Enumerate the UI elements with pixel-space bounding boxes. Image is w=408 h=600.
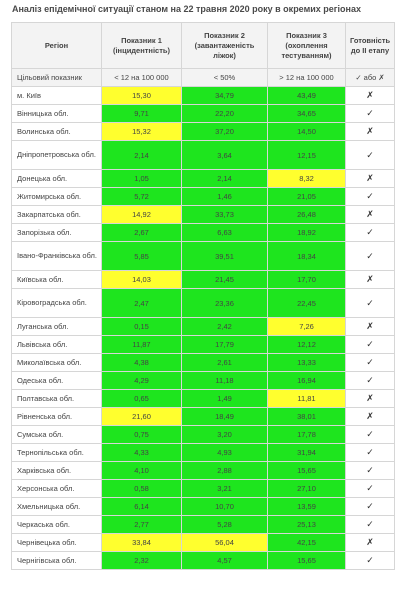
readiness-mark: ✓ xyxy=(346,105,395,123)
indicator-3-value: 7,26 xyxy=(268,318,346,336)
indicator-3-value: 25,13 xyxy=(268,516,346,534)
indicator-2-value: 1,49 xyxy=(182,390,268,408)
indicator-3-value: 17,78 xyxy=(268,426,346,444)
region-name: Черкаська обл. xyxy=(12,516,102,534)
readiness-mark: ✓ xyxy=(346,242,395,271)
region-name: Дніпропетровська обл. xyxy=(12,141,102,170)
indicator-1-value: 0,75 xyxy=(102,426,182,444)
indicator-2-value: 3,21 xyxy=(182,480,268,498)
region-name: Запорізька обл. xyxy=(12,224,102,242)
indicator-1-value: 4,33 xyxy=(102,444,182,462)
region-name: Полтавська обл. xyxy=(12,390,102,408)
header-indicator-3: Показник 3 (охоплення тестуванням) xyxy=(268,23,346,69)
region-name: Херсонська обл. xyxy=(12,480,102,498)
indicator-3-value: 11,81 xyxy=(268,390,346,408)
readiness-mark: ✓ xyxy=(346,224,395,242)
table-row xyxy=(12,444,395,462)
indicator-2-value: 2,42 xyxy=(182,318,268,336)
indicator-1-value: 9,71 xyxy=(102,105,182,123)
indicator-1-value: 21,60 xyxy=(102,408,182,426)
table-row xyxy=(12,372,395,390)
indicator-3-value: 34,65 xyxy=(268,105,346,123)
page-title: Аналіз епідемічної ситуації станом на 22 травня 2020 року в окремих регіонах xyxy=(12,4,361,14)
region-name: Львівська обл. xyxy=(12,336,102,354)
region-name: Івано-Франківська обл. xyxy=(12,242,102,271)
table-row xyxy=(12,408,395,426)
readiness-mark: ✗ xyxy=(346,170,395,188)
table-row xyxy=(12,141,395,170)
indicator-2-value: 22,20 xyxy=(182,105,268,123)
table-row xyxy=(12,123,395,141)
readiness-mark: ✓ xyxy=(346,498,395,516)
target-indicator-3: > 12 на 100 000 xyxy=(268,69,346,87)
header-region: Регіон xyxy=(12,23,102,69)
header-row xyxy=(12,23,395,69)
indicator-2-value: 2,14 xyxy=(182,170,268,188)
table-row xyxy=(12,390,395,408)
table-row xyxy=(12,480,395,498)
indicator-2-value: 6,63 xyxy=(182,224,268,242)
readiness-mark: ✓ xyxy=(346,426,395,444)
indicator-1-value: 1,05 xyxy=(102,170,182,188)
readiness-mark: ✓ xyxy=(346,462,395,480)
region-name: м. Київ xyxy=(12,87,102,105)
region-name: Чернігівська обл. xyxy=(12,552,102,570)
table-row xyxy=(12,188,395,206)
target-indicator-1: < 12 на 100 000 xyxy=(102,69,182,87)
indicator-1-value: 14,03 xyxy=(102,271,182,289)
indicator-2-value: 3,20 xyxy=(182,426,268,444)
table-row xyxy=(12,289,395,318)
indicator-3-value: 13,33 xyxy=(268,354,346,372)
indicator-3-value: 22,45 xyxy=(268,289,346,318)
indicator-1-value: 2,77 xyxy=(102,516,182,534)
epidemic-table xyxy=(11,22,395,570)
table-row xyxy=(12,87,395,105)
indicator-2-value: 34,79 xyxy=(182,87,268,105)
readiness-mark: ✓ xyxy=(346,336,395,354)
indicator-3-value: 16,94 xyxy=(268,372,346,390)
indicator-1-value: 2,14 xyxy=(102,141,182,170)
indicator-2-value: 39,51 xyxy=(182,242,268,271)
indicator-3-value: 26,48 xyxy=(268,206,346,224)
indicator-3-value: 8,32 xyxy=(268,170,346,188)
region-name: Вінницька обл. xyxy=(12,105,102,123)
indicator-3-value: 18,34 xyxy=(268,242,346,271)
readiness-mark: ✗ xyxy=(346,318,395,336)
indicator-3-value: 17,70 xyxy=(268,271,346,289)
indicator-3-value: 43,49 xyxy=(268,87,346,105)
indicator-2-value: 37,20 xyxy=(182,123,268,141)
indicator-2-value: 33,73 xyxy=(182,206,268,224)
table-row xyxy=(12,498,395,516)
table-row xyxy=(12,462,395,480)
indicator-3-value: 15,65 xyxy=(268,552,346,570)
readiness-mark: ✗ xyxy=(346,87,395,105)
readiness-mark: ✗ xyxy=(346,408,395,426)
indicator-1-value: 2,47 xyxy=(102,289,182,318)
table-row xyxy=(12,170,395,188)
indicator-1-value: 2,67 xyxy=(102,224,182,242)
indicator-1-value: 4,29 xyxy=(102,372,182,390)
indicator-2-value: 4,93 xyxy=(182,444,268,462)
indicator-2-value: 5,28 xyxy=(182,516,268,534)
region-name: Харківська обл. xyxy=(12,462,102,480)
indicator-2-value: 21,45 xyxy=(182,271,268,289)
readiness-mark: ✓ xyxy=(346,480,395,498)
table-row xyxy=(12,318,395,336)
table-row xyxy=(12,105,395,123)
indicator-3-value: 15,65 xyxy=(268,462,346,480)
indicator-1-value: 0,15 xyxy=(102,318,182,336)
indicator-2-value: 3,64 xyxy=(182,141,268,170)
indicator-2-value: 2,61 xyxy=(182,354,268,372)
indicator-1-value: 5,85 xyxy=(102,242,182,271)
readiness-mark: ✓ xyxy=(346,188,395,206)
indicator-3-value: 31,94 xyxy=(268,444,346,462)
region-name: Сумська обл. xyxy=(12,426,102,444)
indicator-2-value: 17,79 xyxy=(182,336,268,354)
readiness-mark: ✗ xyxy=(346,206,395,224)
readiness-mark: ✓ xyxy=(346,289,395,318)
indicator-1-value: 15,30 xyxy=(102,87,182,105)
readiness-mark: ✓ xyxy=(346,354,395,372)
table-row xyxy=(12,516,395,534)
indicator-3-value: 13,59 xyxy=(268,498,346,516)
target-indicator-2: < 50% xyxy=(182,69,268,87)
readiness-mark: ✗ xyxy=(346,123,395,141)
indicator-1-value: 11,87 xyxy=(102,336,182,354)
region-name: Чернівецька обл. xyxy=(12,534,102,552)
region-name: Луганська обл. xyxy=(12,318,102,336)
table-row xyxy=(12,224,395,242)
indicator-3-value: 14,50 xyxy=(268,123,346,141)
region-name: Закарпатська обл. xyxy=(12,206,102,224)
indicator-1-value: 6,14 xyxy=(102,498,182,516)
header-indicator-2: Показник 2 (завантаженість ліжок) xyxy=(182,23,268,69)
region-name: Волинська обл. xyxy=(12,123,102,141)
table-row xyxy=(12,336,395,354)
indicator-1-value: 2,32 xyxy=(102,552,182,570)
region-name: Одеська обл. xyxy=(12,372,102,390)
indicator-3-value: 18,92 xyxy=(268,224,346,242)
table-row xyxy=(12,426,395,444)
header-indicator-1: Показник 1 (інцидентність) xyxy=(102,23,182,69)
indicator-1-value: 5,72 xyxy=(102,188,182,206)
indicator-2-value: 1,46 xyxy=(182,188,268,206)
readiness-mark: ✓ xyxy=(346,141,395,170)
indicator-2-value: 56,04 xyxy=(182,534,268,552)
table-row xyxy=(12,552,395,570)
indicator-1-value: 0,65 xyxy=(102,390,182,408)
indicator-2-value: 23,36 xyxy=(182,289,268,318)
region-name: Кіровоградська обл. xyxy=(12,289,102,318)
table-row xyxy=(12,206,395,224)
readiness-mark: ✗ xyxy=(346,390,395,408)
region-name: Тернопільська обл. xyxy=(12,444,102,462)
header-readiness: Готовність до II етапу xyxy=(346,23,395,69)
target-label: Цільовий показник xyxy=(12,69,102,87)
table-row xyxy=(12,271,395,289)
region-name: Миколаївська обл. xyxy=(12,354,102,372)
indicator-2-value: 18,49 xyxy=(182,408,268,426)
indicator-2-value: 4,57 xyxy=(182,552,268,570)
table-row xyxy=(12,354,395,372)
indicator-3-value: 21,05 xyxy=(268,188,346,206)
region-name: Київська обл. xyxy=(12,271,102,289)
indicator-3-value: 27,10 xyxy=(268,480,346,498)
readiness-mark: ✓ xyxy=(346,444,395,462)
target-row xyxy=(12,69,395,87)
indicator-3-value: 42,15 xyxy=(268,534,346,552)
indicator-3-value: 38,01 xyxy=(268,408,346,426)
indicator-1-value: 4,10 xyxy=(102,462,182,480)
readiness-mark: ✓ xyxy=(346,372,395,390)
indicator-1-value: 14,92 xyxy=(102,206,182,224)
indicator-1-value: 33,84 xyxy=(102,534,182,552)
readiness-mark: ✗ xyxy=(346,534,395,552)
indicator-1-value: 15,32 xyxy=(102,123,182,141)
region-name: Донецька обл. xyxy=(12,170,102,188)
readiness-mark: ✓ xyxy=(346,516,395,534)
region-name: Рівненська обл. xyxy=(12,408,102,426)
indicator-3-value: 12,15 xyxy=(268,141,346,170)
table-row xyxy=(12,242,395,271)
target-readiness: ✓ або ✗ xyxy=(346,69,395,87)
table-row xyxy=(12,534,395,552)
region-name: Житомирська обл. xyxy=(12,188,102,206)
indicator-1-value: 0,58 xyxy=(102,480,182,498)
indicator-3-value: 12,12 xyxy=(268,336,346,354)
indicator-1-value: 4,38 xyxy=(102,354,182,372)
indicator-2-value: 10,70 xyxy=(182,498,268,516)
indicator-2-value: 11,18 xyxy=(182,372,268,390)
region-name: Хмельницька обл. xyxy=(12,498,102,516)
indicator-2-value: 2,88 xyxy=(182,462,268,480)
readiness-mark: ✗ xyxy=(346,271,395,289)
readiness-mark: ✓ xyxy=(346,552,395,570)
